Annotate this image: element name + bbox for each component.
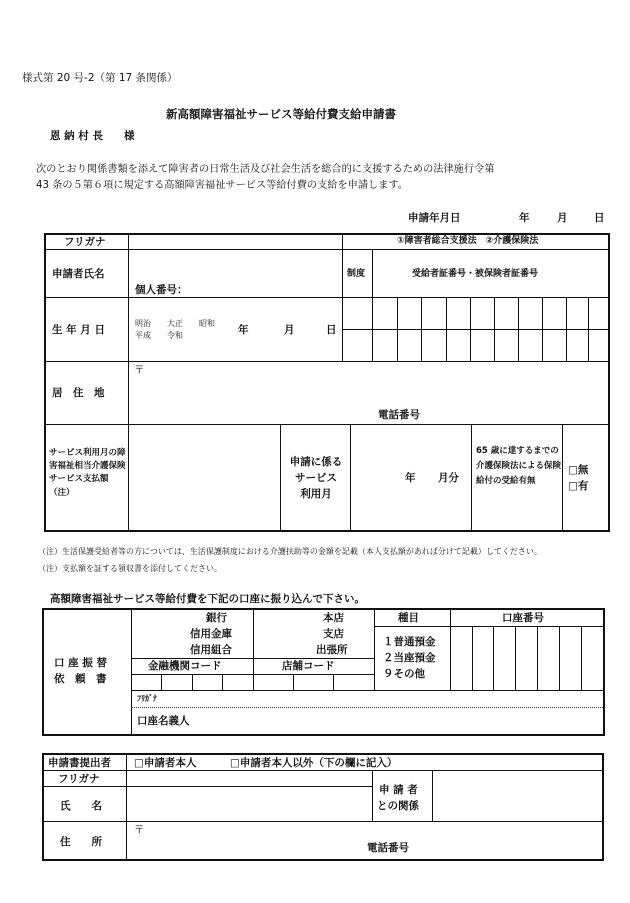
- relation-label-2: との関係: [377, 800, 419, 812]
- account-kind-label: 種目: [398, 612, 419, 624]
- kind-other: ９その他: [383, 668, 425, 680]
- bank-intro: 高額障害福祉サービス等給付費を下記の口座に振り込んで下さい。: [50, 593, 365, 605]
- page-title: 新高額障害福祉サービス等給付費支給申請書: [166, 107, 396, 121]
- submitter-furigana-label: フリガナ: [58, 773, 100, 785]
- submitter-other-checkbox[interactable]: □申請者本人以外（下の欄に記入）: [230, 757, 398, 769]
- phone-label: 電話番号: [378, 409, 420, 421]
- service-month-label-2: サービス: [295, 472, 337, 484]
- form-number: 様式第 20 号-2（第 17 条関係）: [22, 72, 178, 84]
- certificate-number-label: 受給者証番号・被保険者証番号: [412, 269, 539, 279]
- dob-year-label: 年: [238, 324, 249, 336]
- application-date-month: 月: [557, 212, 568, 224]
- account-holder-label: 口座名義人: [137, 715, 190, 727]
- submitter-postal-mark: 〒: [134, 824, 145, 836]
- submitter-self-checkbox[interactable]: □申請者本人: [134, 757, 197, 769]
- kind-current: ２当座預金: [383, 652, 436, 664]
- dob-day-label: 日: [326, 324, 337, 336]
- furigana-label: フリガナ: [64, 236, 106, 248]
- service-year-label: 年: [405, 472, 416, 484]
- service-month-label-3: 利用月: [300, 488, 332, 500]
- submitter-phone-label: 電話番号: [367, 842, 409, 854]
- bank-type-bank: 銀行: [206, 612, 227, 624]
- kind-ordinary: １普通預金: [383, 636, 436, 648]
- bank-type-shinkumi: 信用組合: [190, 644, 232, 656]
- branch-type-sub: 出張所: [316, 644, 348, 656]
- intro-line-1: 次のとおり関係書類を添えて障害者の日常生活及び社会生活を総合的に支援するための法律施行令第: [36, 164, 495, 175]
- branch-type-head: 本店: [323, 612, 344, 624]
- application-date-year: 年: [519, 212, 530, 224]
- bank-type-shinkin: 信用金庫: [190, 628, 232, 640]
- note-1: （注）生活保護受給者等の方については、生活保護制度における介護扶助等の金額を記載（本人支払額があれば分けて記載）してください。: [38, 547, 542, 556]
- dob-month-label: 月: [284, 324, 295, 336]
- branch-type-branch: 支店: [323, 628, 344, 640]
- service-month-label-1: 申請に係る: [289, 456, 343, 468]
- submitter-name-label: 氏 名: [60, 800, 102, 812]
- addressee: 恩 納 村 長 様: [50, 130, 135, 142]
- application-date-label: 申請年月日: [408, 212, 461, 224]
- postal-mark: 〒: [134, 364, 145, 376]
- era-options-line-2: 平成 令和: [135, 331, 183, 340]
- institution-code-label: 金融機関コード: [148, 660, 222, 672]
- application-date-day: 日: [594, 212, 605, 224]
- submitter-label: 申請書提出者: [48, 757, 111, 769]
- note-2: （注）支払額を証する領収書を添付してください。: [38, 564, 222, 573]
- scheme-heading: ①障害者総合支援法 ②介護保険法: [397, 236, 539, 246]
- system-label: 制度: [347, 269, 366, 279]
- holder-furigana-label: ﾌﾘｶﾞﾅ: [137, 694, 157, 703]
- submitter-address-label: 住 所: [60, 836, 102, 848]
- benefit-none-checkbox[interactable]: □無: [568, 464, 589, 476]
- residence-label: 居 住 地: [52, 387, 105, 399]
- account-number-label: 口座番号: [502, 612, 544, 624]
- transfer-label-2: 依 頼 書: [54, 673, 107, 685]
- branch-code-label: 店舗コード: [282, 660, 335, 672]
- intro-line-2: 43 条の５第６項に規定する高額障害福祉サービス等給付費の支給を申請します。: [36, 180, 408, 191]
- benefit-yes-checkbox[interactable]: □有: [568, 480, 589, 492]
- era-options-line-1: 明治 大正 昭和: [135, 319, 215, 328]
- service-month-part-label: 月分: [438, 472, 459, 484]
- personal-number-label: 個人番号：: [135, 284, 188, 296]
- service-payment-label: サービス利用月の障害福祉相当介護保険サービス支払額（注）: [49, 448, 126, 498]
- date-of-birth-label: 生 年 月 日: [52, 324, 105, 336]
- age65-benefit-label: 65 歳に達するまでの介護保険法による保険給付の受給有無: [476, 446, 562, 486]
- applicant-name-label: 申請者氏名: [52, 268, 105, 280]
- transfer-label-1: 口 座 振 替: [54, 657, 107, 669]
- relation-label-1: 申 請 者: [379, 784, 418, 796]
